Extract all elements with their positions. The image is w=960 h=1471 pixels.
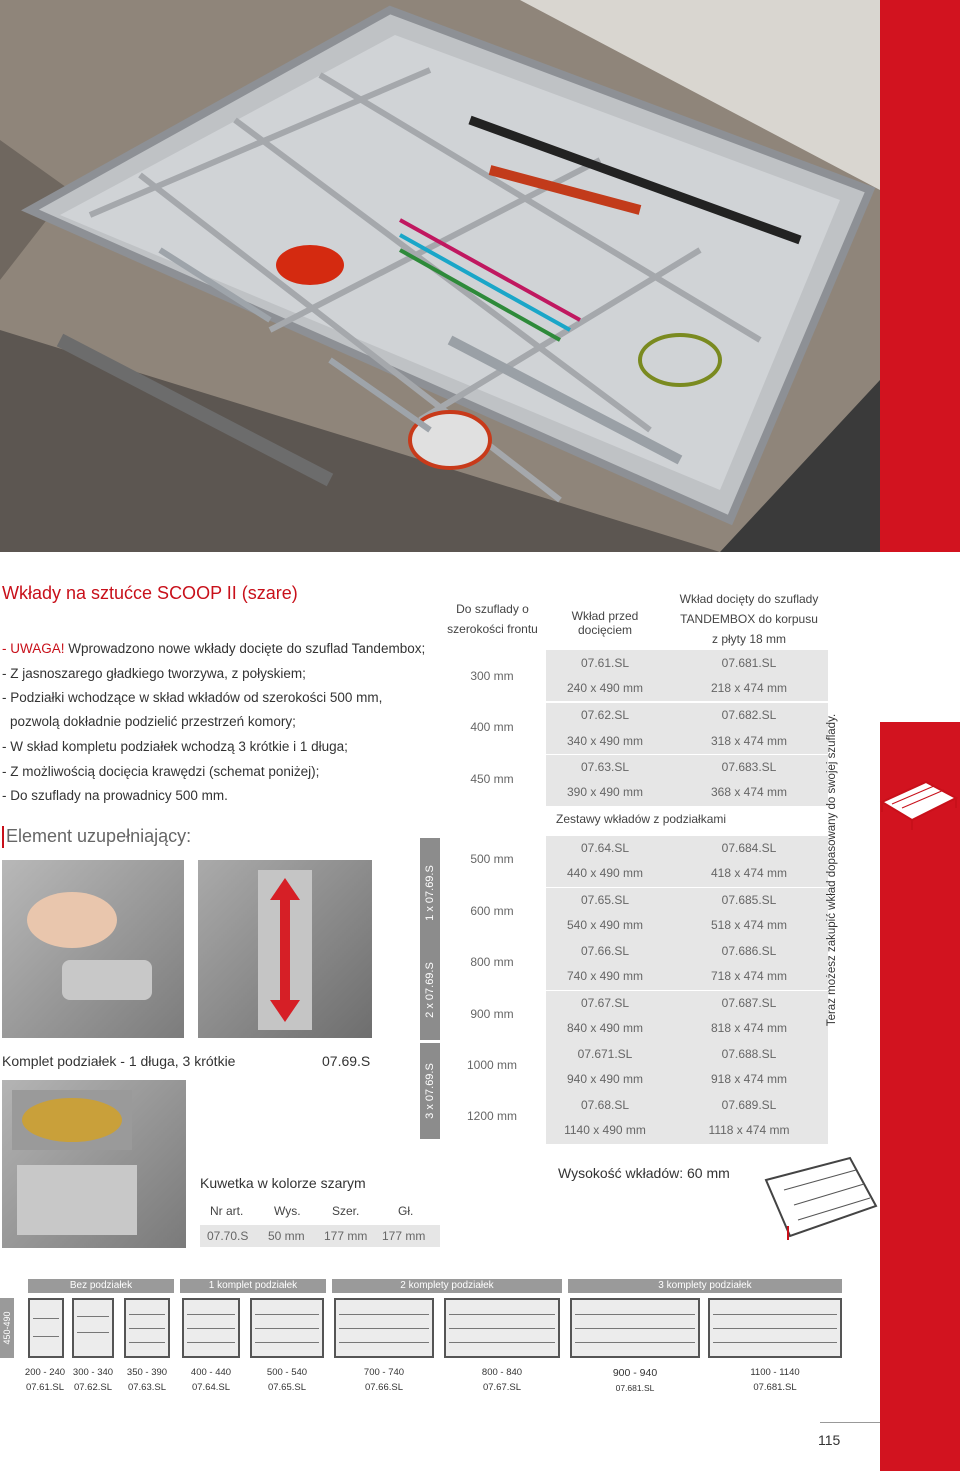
width-1000: 1000 mm: [466, 1058, 518, 1072]
bullet-5: - Z możliwością docięcia krawędzi (schemat poniżej);: [2, 764, 320, 779]
table-row: 07.63.SL 390 x 490 mm 07.683.SL 368 x 474 mm: [546, 755, 828, 806]
tray-cut-sketch-icon: [760, 1150, 880, 1250]
table-row: 07.66.SL 740 x 490 mm 07.686.SL 718 x 474 mm: [546, 939, 828, 990]
code-label: 07.681.SL: [615, 1383, 655, 1393]
band-3: 3 komplety podziałek: [568, 1279, 842, 1293]
kuwetka-col-nr: Nr art.: [210, 1204, 244, 1218]
range-label: 350 - 390: [126, 1367, 168, 1378]
width-450: 450 mm: [470, 772, 514, 786]
page-number: 115: [818, 1432, 841, 1448]
tray-diagram: [334, 1298, 434, 1358]
code-label: 07.66.SL: [364, 1382, 404, 1393]
element-heading: Element uzupełniający:: [6, 826, 192, 846]
width-800: 800 mm: [470, 955, 514, 969]
tray-diagram: [28, 1298, 64, 1358]
range-label: 400 - 440: [190, 1367, 232, 1378]
height-note: Wysokość wkładów: 60 mm: [558, 1165, 730, 1181]
side-dim-bar: 450-490: [0, 1298, 14, 1358]
tray-diagram: [444, 1298, 560, 1358]
range-label: 1100 - 1140: [750, 1367, 800, 1378]
tray-diagram: [182, 1298, 240, 1358]
side-bar-2: 2 x 07.69.S: [420, 940, 440, 1040]
bullet-6: - Do szuflady na prowadnicy 500 mm.: [2, 788, 228, 803]
hero-photo: [0, 0, 880, 552]
range-label: 500 - 540: [266, 1367, 308, 1378]
tray-diagram: [250, 1298, 324, 1358]
table-row: 07.67.SL 840 x 490 mm 07.687.SL 818 x 474 mm: [546, 991, 828, 1042]
tray-diagram: [72, 1298, 114, 1358]
band-2: 2 komplety podziałek: [332, 1279, 562, 1293]
range-label: 300 - 340: [72, 1367, 114, 1378]
width-400: 400 mm: [470, 720, 514, 734]
tray-diagram: [708, 1298, 842, 1358]
width-600: 600 mm: [470, 904, 514, 918]
kuwetka-col-wys: Wys.: [274, 1204, 301, 1218]
band-1: 1 komplet podziałek: [180, 1279, 326, 1293]
red-side-bar: [880, 0, 960, 1471]
kuwetka-title: Kuwetka w kolorze szarym: [200, 1175, 366, 1191]
bullet-4: - W skład kompletu podziałek wchodzą 3 krótkie i 1 długa;: [2, 739, 348, 754]
heading-marker: [2, 826, 4, 848]
page-title: Wkłady na sztućce SCOOP II (szare): [2, 583, 298, 603]
code-label: 07.63.SL: [127, 1382, 167, 1393]
divider-hand-photo: [2, 860, 184, 1038]
width-300: 300 mm: [470, 669, 514, 683]
col-before-header: Wkład przed docięciem: [571, 609, 639, 637]
table-row: 07.671.SL 940 x 490 mm 07.688.SL 918 x 474 mm: [546, 1042, 828, 1093]
side-bar-3: 3 x 07.69.S: [420, 1043, 440, 1139]
side-bar-1: 1 x 07.69.S: [420, 838, 440, 948]
komplet-label: Komplet podziałek - 1 długa, 3 krótkie: [2, 1053, 236, 1069]
kuwetka-val-szer: 177 mm: [324, 1229, 368, 1243]
bullet-3-cont: pozwolą dokładnie podzielić przestrzeń komory;: [10, 714, 296, 729]
range-label: 200 - 240: [24, 1367, 66, 1378]
bullet-2: - Z jasnoszarego gładkiego tworzywa, z połyskiem;: [2, 666, 306, 681]
bullet-1: - UWAGA! Wprowadzono nowe wkłady docięte do szuflad Tandembox;: [2, 641, 426, 656]
code-label: 07.64.SL: [191, 1382, 231, 1393]
kuwetka-header-row: [200, 1200, 440, 1222]
page-number-rule: [820, 1422, 880, 1423]
code-label: 07.62.SL: [73, 1382, 113, 1393]
code-label: 07.61.SL: [25, 1382, 65, 1393]
col-after-header: Wkład docięty do szuflady TANDEMBOX do korpusu z płyty 18 mm: [679, 592, 819, 646]
kuwetka-val-wys: 50 mm: [268, 1229, 305, 1243]
kuwetka-photo: [2, 1080, 186, 1248]
table-row: 07.68.SL 1140 x 490 mm 07.689.SL 1118 x 474 mm: [546, 1093, 828, 1144]
table-row: 07.62.SL 340 x 490 mm 07.682.SL 318 x 474 mm: [546, 703, 828, 754]
code-label: 07.67.SL: [482, 1382, 522, 1393]
table-row: 07.61.SL 240 x 490 mm 07.681.SL 218 x 474 mm: [546, 650, 828, 701]
range-label: 900 - 940: [612, 1367, 658, 1379]
side-note: Teraz możesz zakupić wkład dopasowany do swojej szuflady.: [826, 713, 838, 1027]
col-front-header: Do szuflady o szerokości frontu: [447, 602, 538, 636]
code-label: 07.681.SL: [753, 1382, 797, 1393]
range-label: 700 - 740: [363, 1367, 405, 1378]
divider-arrow-photo: [198, 860, 372, 1038]
width-500: 500 mm: [470, 852, 514, 866]
group-label: Zestawy wkładów z podziałkami: [556, 812, 727, 826]
band-bez: Bez podziałek: [28, 1279, 174, 1293]
width-1200: 1200 mm: [466, 1109, 518, 1123]
table-row: 07.65.SL 540 x 490 mm 07.685.SL 518 x 474 mm: [546, 888, 828, 939]
table-row: 07.64.SL 440 x 490 mm 07.684.SL 418 x 474 mm: [546, 836, 828, 887]
tray-diagram: [124, 1298, 170, 1358]
kuwetka-col-szer: Szer.: [332, 1204, 360, 1218]
tray-sketch-icon: [878, 772, 958, 842]
tray-diagram: [570, 1298, 700, 1358]
kuwetka-col-gl: Gł.: [398, 1204, 414, 1218]
range-label: 800 - 840: [481, 1367, 523, 1378]
code-label: 07.65.SL: [267, 1382, 307, 1393]
kuwetka-value-row: [200, 1225, 440, 1247]
komplet-code: 07.69.S: [322, 1053, 371, 1069]
kuwetka-val-nr: 07.70.S: [207, 1229, 249, 1243]
kuwetka-val-gl: 177 mm: [382, 1229, 426, 1243]
bullet-3: - Podziałki wchodzące w skład wkładów od szerokości 500 mm,: [2, 690, 383, 705]
width-900: 900 mm: [470, 1007, 514, 1021]
